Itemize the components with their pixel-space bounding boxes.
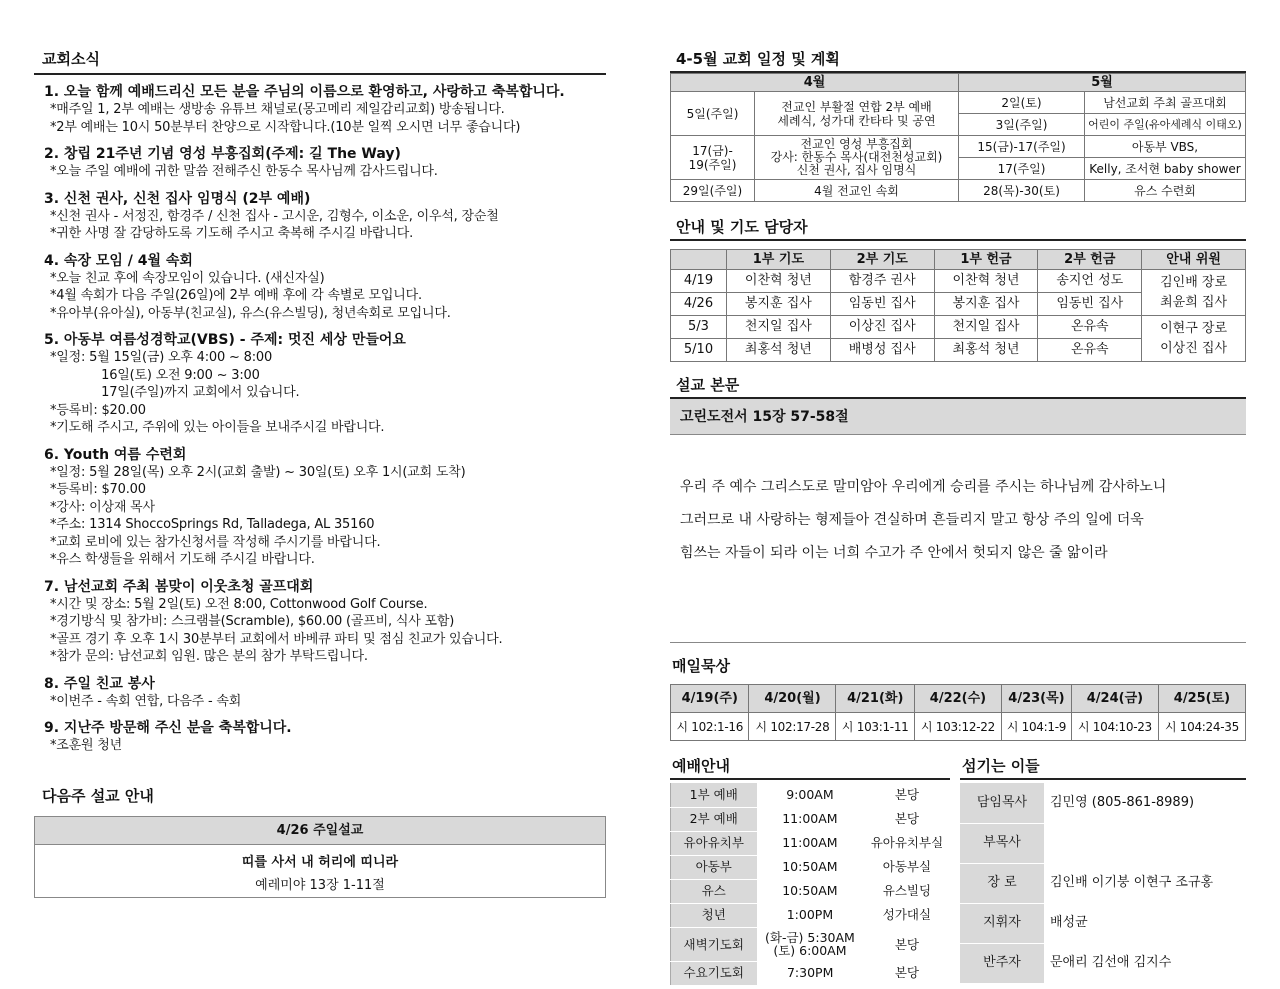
duty-header: 1부 기도 xyxy=(727,250,831,270)
worship-cell: 10:50AM xyxy=(782,883,838,898)
notice-title: 2. 창립 21주년 기념 영성 부흥집회(주제: 길 The Way) xyxy=(44,146,401,162)
duty-header xyxy=(671,250,727,270)
worship-table xyxy=(670,783,950,986)
notice-list xyxy=(34,83,606,755)
notice-item xyxy=(44,190,606,243)
daily-date: 4/22(수) xyxy=(914,685,1001,713)
duty-cell: 임동빈 집사 xyxy=(830,293,934,316)
notice-title: 7. 남선교회 주최 봄맞이 이웃초청 골프대회 xyxy=(44,578,314,595)
notice-line: *유스 학생들을 위해서 기도해 주시길 바랍니다. xyxy=(50,552,315,567)
usher-cell: 이현구 장로 이상진 집사 xyxy=(1142,316,1246,362)
notice-line: *참가 문의: 남선교회 임원. 많은 분의 참가 부탁드립니다. xyxy=(50,649,368,664)
daily-date: 4/23(목) xyxy=(1001,685,1071,713)
may-event: 유스 수련회 xyxy=(1085,180,1246,202)
duty-cell: 송지언 성도 xyxy=(1038,270,1142,293)
may-event: 어린이 주일(유아세례식 이태오) xyxy=(1085,114,1246,136)
schedule-table xyxy=(670,73,1246,202)
servant-cell xyxy=(1044,823,1246,863)
notice-item xyxy=(44,719,606,755)
worship-cell: 본당 xyxy=(894,787,919,802)
may-date: 28(목)-30(토) xyxy=(959,180,1085,202)
notice-item xyxy=(44,252,606,323)
notice-line: *강사: 이상재 목사 xyxy=(50,499,155,515)
notice-line: *경기방식 및 참가비: 스크램블(Scramble), $60.00 (골프비, 식사 포함) xyxy=(50,614,455,629)
daily-date: 4/21(화) xyxy=(836,685,914,713)
duty-header: 안내 위원 xyxy=(1142,250,1246,270)
church-news-column xyxy=(34,48,606,898)
duty-cell: 천지일 집사 xyxy=(934,316,1038,339)
duty-cell: 봉지훈 집사 xyxy=(727,293,831,316)
notice-item xyxy=(44,578,606,666)
duty-cell: 온유속 xyxy=(1038,339,1142,362)
notice-line: *골프 경기 후 오후 1시 30분부터 교회에서 바베큐 파티 및 점심 친교가 있습니다. xyxy=(50,631,503,647)
worship-cell: 유아유치부 xyxy=(671,831,757,855)
right-column xyxy=(670,48,1246,986)
daily-devotion-title: 매일묵상 xyxy=(672,657,730,675)
servant-cell: 지휘자 xyxy=(960,903,1044,943)
may-event: Kelly, 조서현 baby shower xyxy=(1085,158,1246,180)
sermon-line: 그러므로 내 사랑하는 형제들아 견실하며 흔들리지 말고 항상 주의 일에 더욱 xyxy=(680,512,1144,528)
daily-reference: 시 103:12-22 xyxy=(914,713,1001,741)
worship-cell: 유아유치부실 xyxy=(870,835,944,850)
worship-cell: 본당 xyxy=(894,965,919,980)
table-row xyxy=(960,783,1246,823)
april-header: 4월 xyxy=(671,74,959,92)
notice-line: *매주일 1, 2부 예배는 생방송 유튜브 채널로(몽고메리 제일감리교회) 방송됩니다. xyxy=(50,102,505,117)
table-row xyxy=(671,831,951,855)
usher-cell: 김인배 장로 최윤희 집사 xyxy=(1142,270,1246,316)
table-row xyxy=(671,783,951,807)
may-date: 3일(주일) xyxy=(959,114,1085,136)
may-date: 2일(토) xyxy=(959,92,1085,114)
worship-cell: 유스 xyxy=(671,879,757,903)
daily-date: 4/24(금) xyxy=(1071,685,1158,713)
worship-guide xyxy=(670,755,950,986)
notice-title: 8. 주일 친교 봉사 xyxy=(44,675,155,692)
worship-cell: 수요기도회 xyxy=(671,961,757,985)
notice-item xyxy=(44,675,606,711)
notice-line: *귀한 사명 잘 감당하도록 기도해 주시고 축복해 주시길 바랍니다. xyxy=(50,226,413,241)
notice-line: *신천 권사 - 서정진, 함경주 / 신천 집사 - 고시운, 김형수, 이소운, 이우석, 장순철 xyxy=(50,208,499,224)
notice-line: 17일(주일)까지 교회에서 있습니다. xyxy=(50,385,300,400)
notice-line: *오늘 친교 후에 속장모임이 있습니다. (새신자실) xyxy=(50,270,325,286)
worship-cell: 7:30PM xyxy=(786,965,834,980)
daily-devotion-table xyxy=(670,684,1246,741)
notice-item xyxy=(44,83,606,136)
notice-line: *조훈원 청년 xyxy=(50,738,123,753)
apr-date: 17(금)- 19(주일) xyxy=(671,136,755,180)
daily-reference: 시 102:1-16 xyxy=(671,713,749,741)
servant-cell: 배성균 xyxy=(1050,915,1088,930)
servant-cell: 반주자 xyxy=(960,943,1044,983)
servant-cell: 부목사 xyxy=(960,823,1044,863)
apr-event: 전교인 부활절 연합 2부 예배 세례식, 성가대 칸타타 및 공연 xyxy=(755,92,959,136)
worship-cell: 청년 xyxy=(671,903,757,927)
worship-cell: 새벽기도회 xyxy=(671,927,757,961)
duty-table xyxy=(670,249,1246,362)
sermon-line: 우리 주 예수 그리스도로 말미암아 우리에게 승리를 주시는 하나님께 감사하노니 xyxy=(680,479,1167,495)
worship-cell: 아동부실 xyxy=(882,859,932,874)
servant-cell: 장 로 xyxy=(960,863,1044,903)
notice-title: 5. 아동부 여름성경학교(VBS) - 주제: 멋진 세상 만들어요 xyxy=(44,332,406,348)
duty-cell: 임동빈 집사 xyxy=(1038,293,1142,316)
table-row xyxy=(671,855,951,879)
duty-cell: 봉지훈 집사 xyxy=(934,293,1038,316)
notice-line: 16일(토) 오전 9:00 ~ 3:00 xyxy=(50,367,260,383)
sermon-reference: 고린도전서 15장 57-58절 xyxy=(670,399,1246,435)
may-header: 5월 xyxy=(959,74,1246,92)
servant-cell: 김인배 이기붕 이현구 조규홍 xyxy=(1050,875,1214,890)
duty-cell: 함경주 권사 xyxy=(830,270,934,293)
apr-event: 전교인 영성 부흥집회 강사: 한동수 목사(대전천성교회) 신천 권사, 집사 임명식 xyxy=(755,136,959,180)
table-row xyxy=(671,961,951,985)
apr-date: 5일(주일) xyxy=(671,92,755,136)
table-row xyxy=(671,879,951,903)
apr-event: 4월 전교인 속회 xyxy=(755,180,959,202)
worship-cell: 아동부 xyxy=(671,855,757,879)
duty-header: 1부 헌금 xyxy=(934,250,1038,270)
duty-cell: 최홍석 청년 xyxy=(727,339,831,362)
sermon-text xyxy=(670,435,1246,643)
daily-date: 4/20(월) xyxy=(749,685,836,713)
duty-cell: 온유속 xyxy=(1038,316,1142,339)
notice-line: *일정: 5월 28일(목) 오후 2시(교회 출발) ~ 30일(토) 오후 1시(교회 도착) xyxy=(50,464,466,480)
sermon-title: 설교 본문 xyxy=(670,374,1246,399)
next-sermon-header: 4/26 주일설교 xyxy=(35,817,605,845)
notice-line: *기도해 주시고, 주위에 있는 아이들을 보내주시길 바랍니다. xyxy=(50,420,385,435)
notice-line: *등록비: $20.00 xyxy=(50,402,146,418)
worship-cell: 1:00PM xyxy=(786,907,834,922)
worship-cell: 본당 xyxy=(894,936,919,952)
servant-cell: 담임목사 xyxy=(960,783,1044,823)
worship-cell: 성가대실 xyxy=(882,907,932,922)
duty-header: 2부 헌금 xyxy=(1038,250,1142,270)
notice-line: *시간 및 장소: 5월 2일(토) 오전 8:00, Cottonwood Golf Course. xyxy=(50,596,428,612)
notice-title: 4. 속장 모임 / 4월 속회 xyxy=(44,252,193,269)
servants xyxy=(960,755,1246,986)
duty-cell: 5/10 xyxy=(671,339,727,362)
schedule-title: 4-5월 교회 일정 및 계획 xyxy=(670,48,1246,73)
table-row xyxy=(671,807,951,831)
bottom-section xyxy=(670,755,1246,986)
sermon-line: 힘쓰는 자들이 되라 이는 너희 수고가 주 안에서 헛되지 않은 줄 앎이라 xyxy=(680,545,1108,561)
notice-title: 9. 지난주 방문해 주신 분을 축복합니다. xyxy=(44,720,292,736)
duty-cell: 이찬혁 청년 xyxy=(727,270,831,293)
notice-item xyxy=(44,145,606,181)
may-event: 아동부 VBS, xyxy=(1085,136,1246,158)
worship-cell: 유스빌딩 xyxy=(882,883,932,898)
duty-cell: 이찬혁 청년 xyxy=(934,270,1038,293)
table-row xyxy=(960,863,1246,903)
table-row xyxy=(960,943,1246,983)
daily-reference: 시 104:10-23 xyxy=(1071,713,1158,741)
table-row xyxy=(671,270,1246,293)
church-news-title: 교회소식 xyxy=(34,48,606,75)
notice-title: 1. 오늘 함께 예배드리신 모든 분을 주님의 이름으로 환영하고, 사랑하고 축복합니다. xyxy=(44,84,565,100)
notice-line: *이번주 - 속회 연합, 다음주 - 속회 xyxy=(50,693,242,709)
notice-line: *일정: 5월 15일(금) 오후 4:00 ~ 8:00 xyxy=(50,350,273,365)
worship-cell: 11:00AM xyxy=(782,835,838,850)
daily-reference: 시 103:1-11 xyxy=(836,713,914,741)
notice-line: *교회 로비에 있는 참가신청서를 작성해 주시기를 바랍니다. xyxy=(50,534,381,550)
notice-line: *2부 예배는 10시 50분부터 찬양으로 시작합니다.(10분 일찍 오시면 너무 좋습니다) xyxy=(50,119,521,135)
worship-cell: 본당 xyxy=(894,811,919,826)
may-date: 15(금)-17(주일) xyxy=(959,136,1085,158)
notice-title: 3. 신천 권사, 신천 집사 임명식 (2부 예배) xyxy=(44,190,311,207)
duty-cell: 4/26 xyxy=(671,293,727,316)
daily-date: 4/19(주) xyxy=(671,685,749,713)
worship-cell: (화-금) 5:30AM (토) 6:00AM xyxy=(765,930,855,958)
worship-cell: 11:00AM xyxy=(782,811,838,826)
notice-item xyxy=(44,446,606,569)
table-row xyxy=(960,823,1246,863)
daily-reference: 시 104:24-35 xyxy=(1158,713,1245,741)
servant-cell: 김민영 (805-861-8989) xyxy=(1050,795,1195,810)
worship-cell: 1부 예배 xyxy=(671,783,757,807)
table-row xyxy=(671,903,951,927)
next-sermon-box xyxy=(34,816,606,898)
duty-cell: 이상진 집사 xyxy=(830,316,934,339)
duty-header: 2부 기도 xyxy=(830,250,934,270)
table-row xyxy=(671,927,951,961)
next-sermon-section-title: 다음주 설교 안내 xyxy=(42,786,154,805)
table-row xyxy=(960,903,1246,943)
notice-item xyxy=(44,331,606,437)
daily-reference: 시 104:1-9 xyxy=(1001,713,1071,741)
duty-cell: 4/19 xyxy=(671,270,727,293)
duty-cell: 천지일 집사 xyxy=(727,316,831,339)
servant-cell: 문애리 김선애 김지수 xyxy=(1050,955,1172,970)
may-date: 17(주일) xyxy=(959,158,1085,180)
apr-date: 29일(주일) xyxy=(671,180,755,202)
may-event: 남선교회 주최 골프대회 xyxy=(1085,92,1246,114)
servants-table xyxy=(960,783,1246,984)
worship-cell: 2부 예배 xyxy=(671,807,757,831)
notice-line: *오늘 주일 예배에 귀한 말씀 전해주신 한동수 목사님께 감사드립니다. xyxy=(50,164,438,179)
duty-title: 안내 및 기도 담당자 xyxy=(670,216,1246,241)
table-row xyxy=(671,316,1246,339)
worship-guide-title: 예배안내 xyxy=(670,755,950,780)
duty-cell: 배병성 집사 xyxy=(830,339,934,362)
next-sermon-title: 띠를 사서 내 허리에 띠니라 xyxy=(241,854,399,870)
notice-line: *4월 속회가 다음 주일(26일)에 2부 예배 후에 각 속별로 모입니다. xyxy=(50,288,422,303)
servants-title: 섬기는 이들 xyxy=(960,755,1246,780)
duty-cell: 5/3 xyxy=(671,316,727,339)
next-sermon-reference: 예레미야 13장 1-11절 xyxy=(255,877,385,893)
daily-reference: 시 102:17-28 xyxy=(749,713,836,741)
worship-cell: 9:00AM xyxy=(786,787,834,802)
duty-cell: 최홍석 청년 xyxy=(934,339,1038,362)
worship-cell: 10:50AM xyxy=(782,859,838,874)
notice-line: *주소: 1314 ShoccoSprings Rd, Talladega, AL 35160 xyxy=(50,517,375,532)
notice-line: *등록비: $70.00 xyxy=(50,482,146,497)
notice-line: *유아부(유아실), 아동부(친교실), 유스(유스빌딩), 청년속회로 모입니다. xyxy=(50,305,451,321)
daily-date: 4/25(토) xyxy=(1158,685,1245,713)
notice-title: 6. Youth 여름 수련회 xyxy=(44,446,187,463)
